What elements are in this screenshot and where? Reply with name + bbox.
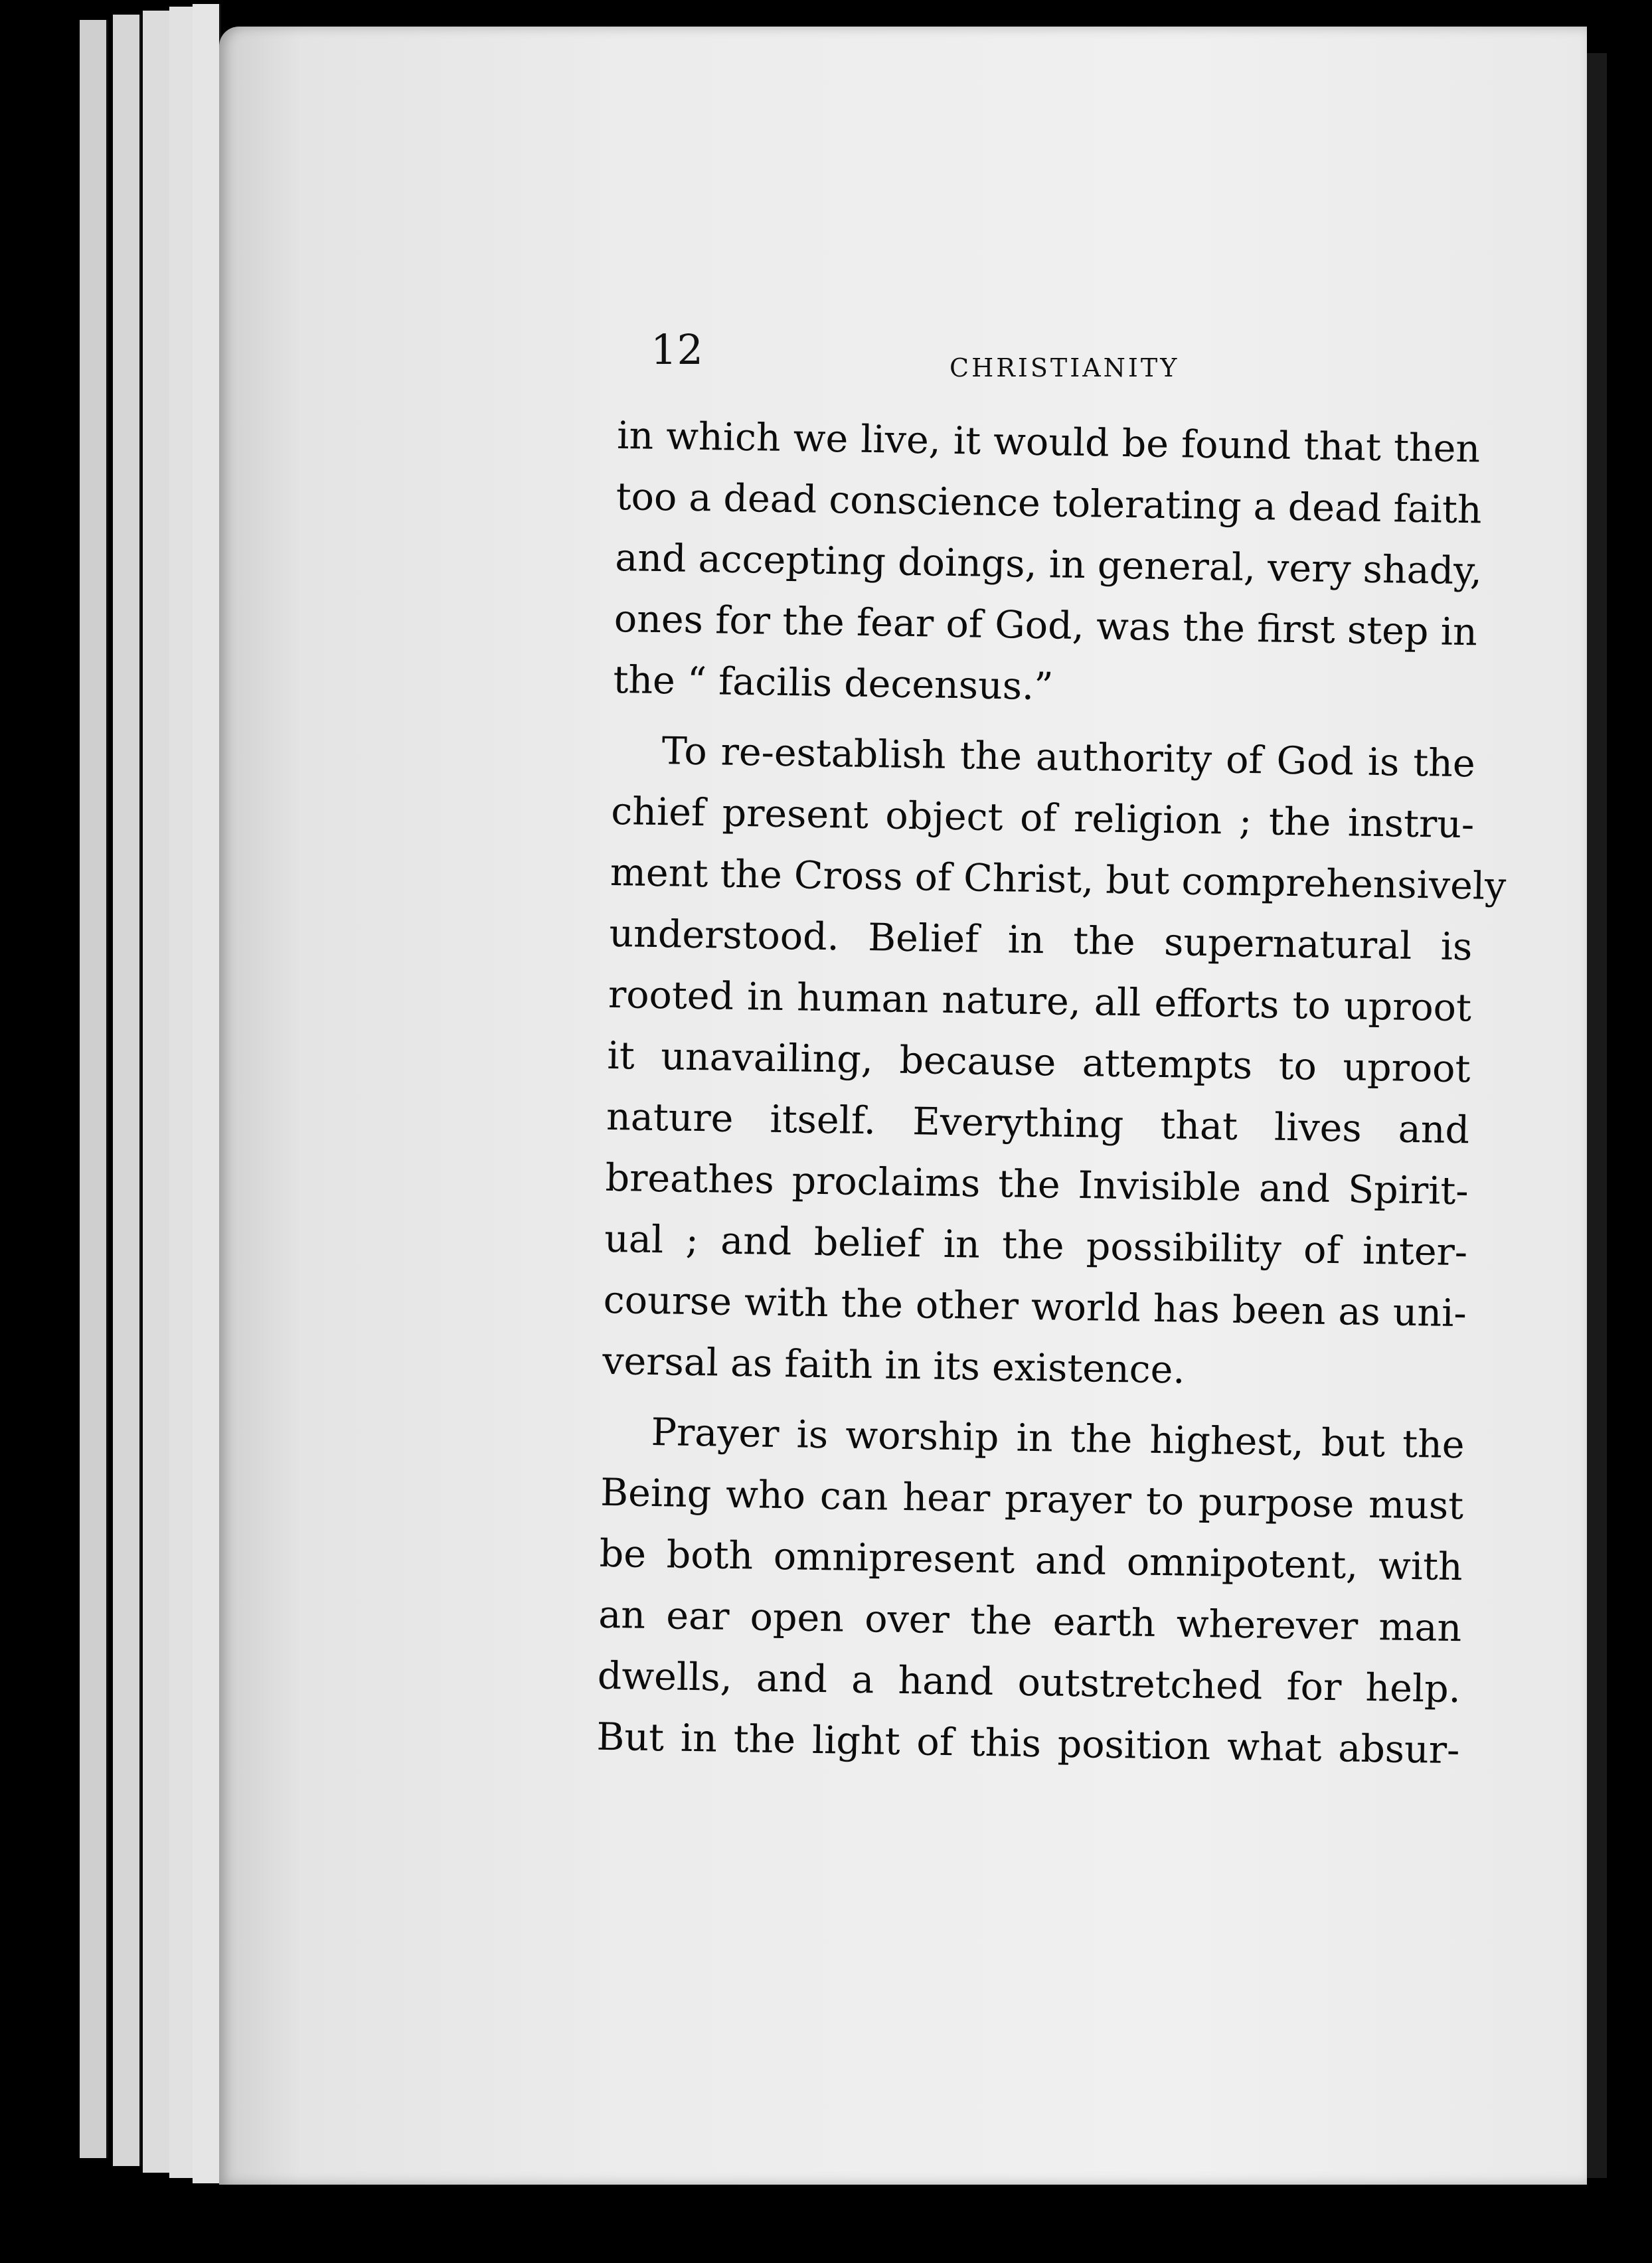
text-line: it unavailing, because attempts to uproot bbox=[607, 1033, 1471, 1092]
text-line: To re-establish the authority of God is the bbox=[661, 729, 1476, 786]
text-line: breathes proclaims the Invisible and Spirit- bbox=[605, 1155, 1469, 1214]
text-line: an ear open over the earth wherever man bbox=[598, 1592, 1462, 1651]
paragraph bbox=[613, 405, 1481, 724]
text-line: too a dead conscience tolerating a dead faith bbox=[616, 474, 1483, 533]
text-line: course with the other world has been as uni- bbox=[603, 1278, 1467, 1336]
text-line: understood. Belief in the supernatural is bbox=[608, 911, 1473, 969]
text-line: in which we live, it would be found that then bbox=[616, 413, 1481, 471]
page-edge bbox=[80, 20, 108, 2158]
text-line: Being who can hear prayer to purpose must bbox=[600, 1470, 1464, 1529]
paragraph bbox=[596, 1401, 1465, 1781]
text-line: the “ facilis decensus.” bbox=[612, 657, 1054, 709]
body-text bbox=[596, 405, 1507, 1781]
text-line: chief present object of religion ; the instru- bbox=[610, 789, 1475, 847]
running-head: CHRISTIANITY bbox=[950, 353, 1180, 382]
page-edge bbox=[143, 11, 171, 2173]
text-line: nature itself. Everything that lives and bbox=[606, 1094, 1470, 1153]
text-line: But in the light of this position what absur- bbox=[596, 1715, 1460, 1773]
text-line: rooted in human nature, all efforts to uproot bbox=[608, 972, 1472, 1031]
text-line: versal as faith in its existence. bbox=[602, 1339, 1186, 1392]
text-line: be both omnipresent and omnipotent, with bbox=[599, 1531, 1463, 1590]
text-line: Prayer is worship in the highest, but the bbox=[651, 1410, 1465, 1467]
book-gutter bbox=[1587, 53, 1607, 2178]
text-line: ment the Cross of Christ, but comprehensively bbox=[610, 850, 1507, 909]
text-line: and accepting doings, in general, very shady, bbox=[614, 535, 1483, 594]
text-line: ones for the fear of God, was the first step in bbox=[614, 596, 1478, 655]
page-edge bbox=[193, 4, 221, 2183]
paragraph bbox=[602, 720, 1507, 1405]
page-number: 12 bbox=[651, 325, 703, 374]
page-edge bbox=[113, 15, 141, 2166]
text-line: ual ; and belief in the possibility of inter- bbox=[604, 1216, 1468, 1275]
text-line: dwells, and a hand outstretched for help. bbox=[597, 1653, 1461, 1712]
